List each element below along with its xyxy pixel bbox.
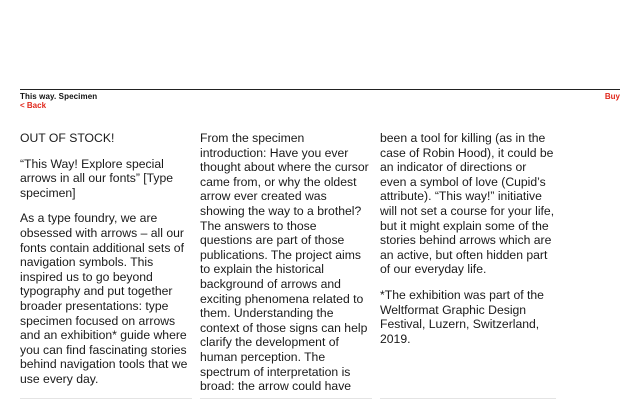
column-3-divider [380,398,556,399]
column-1-divider [20,398,192,399]
description-paragraph: As a type foundry, we are obsessed with arrows – all our fonts contain additional sets of navigation symbols. This inspired us to go beyond typography and put together broader presentations: type specimen focused on arrows and an exhibition* guide where you can find fascinating stories behind navigation tools that we use every day. [20,211,188,386]
exhibition-footnote: *The exhibition was part of the Weltformat Graphic Design Festival, Luzern, Switzerland, 2019. [380,287,544,346]
continuation-paragraph: been a tool for killing (as in the case of Robin Hood), it could be an indicator of directions or even a symbol of love (Cupid’s attribute). “This way!” initiative will not set a course for your life, but it might explain some of the stories behind arrows which are an active, but often hidden part of our everyday life. [380,131,555,277]
column-2-divider [200,398,372,399]
specimen-subtitle: “This Way! Explore special arrows in all our fonts” [Type specimen] [20,156,174,200]
header-divider [20,89,620,90]
text-column-3 [380,131,556,357]
text-column-2 [200,131,372,405]
back-link[interactable]: < Back [20,101,47,110]
page-header [20,92,620,110]
introduction-paragraph: From the specimen introduction: Have you ever thought about where the cursor came from, or why the oldest arrow ever created was showing the way to a brothel? The answers to those questions are part of those publications. The project aims to explain the historical background of arrows and exciting phenomena related to them. Understanding the context of those signs can help clarify the development of human perception. The spectrum of interpretation is broad: the arrow could have [200,131,369,394]
buy-link[interactable]: Buy [604,92,620,101]
page-title: This way. Specimen [20,92,98,101]
text-column-1 [20,131,192,398]
stock-status: OUT OF STOCK! [20,131,115,145]
